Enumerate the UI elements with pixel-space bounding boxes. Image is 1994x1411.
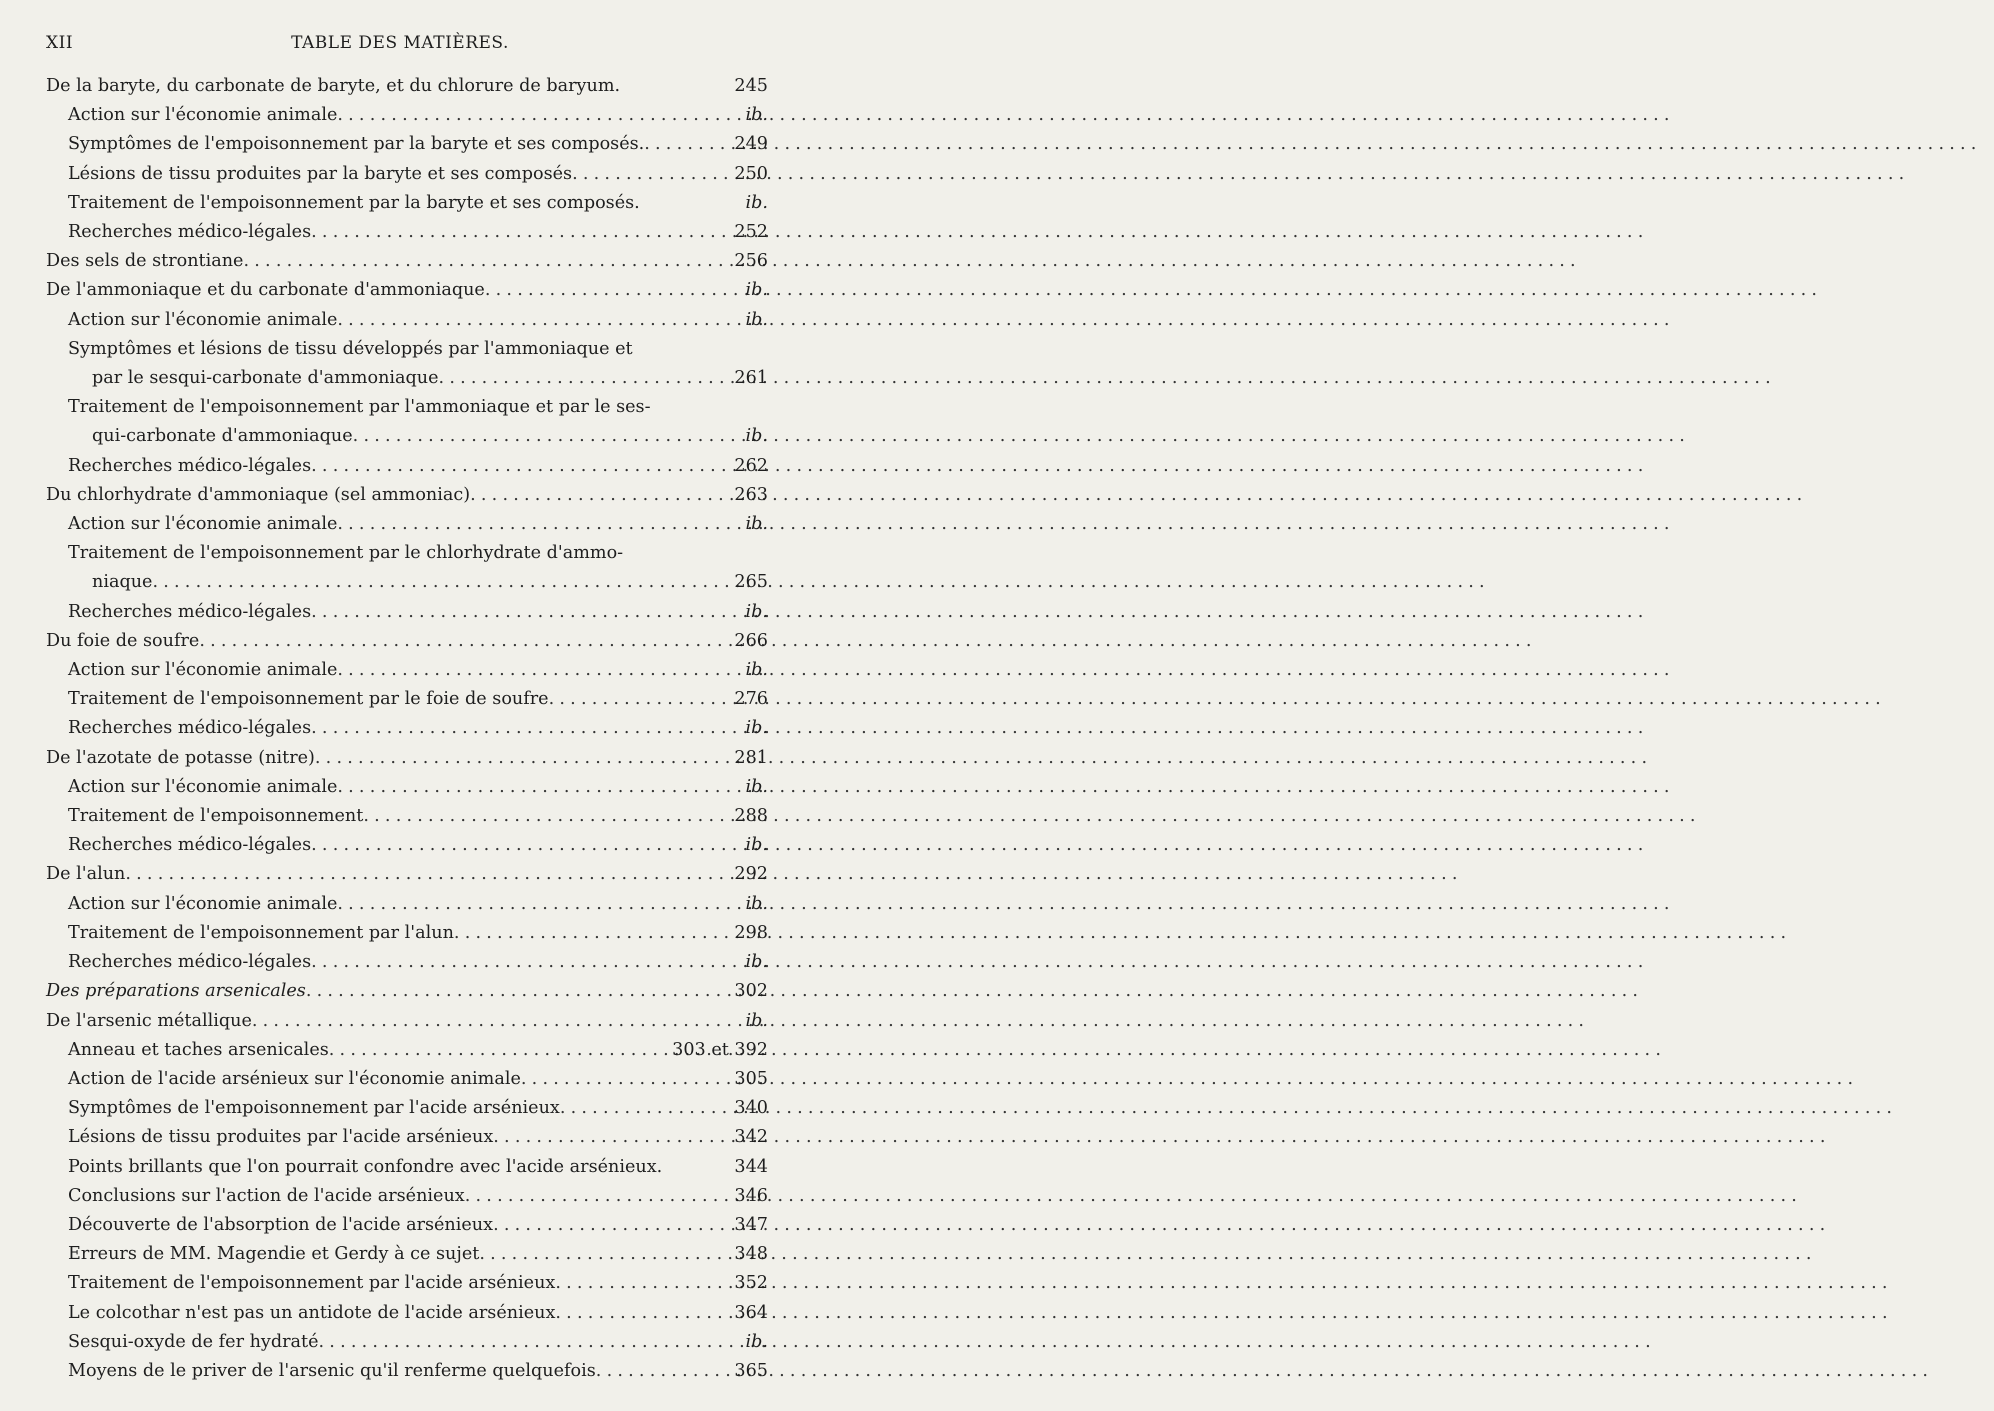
dot-leader xyxy=(479,1240,724,1269)
dot-leader xyxy=(311,598,724,627)
toc-entry xyxy=(46,1357,768,1386)
page-number: XII xyxy=(46,33,74,53)
toc-entry xyxy=(46,598,768,627)
page-header xyxy=(44,33,756,61)
dot-leader xyxy=(337,306,724,335)
dot-leader xyxy=(337,510,724,539)
toc-entry-title: Conclusions sur l'action de l'acide arsénieux xyxy=(68,1185,465,1206)
dot-leader xyxy=(596,1357,724,1386)
toc-entry-page: ib. xyxy=(745,426,768,447)
toc-entry-title: Lésions de tissu produites par la baryte et ses composés xyxy=(68,163,573,184)
toc-entry xyxy=(46,1328,768,1357)
toc-entry xyxy=(46,919,768,948)
toc-entry-page: 276 xyxy=(734,689,768,710)
toc-entry-page: 252 xyxy=(734,222,768,243)
toc-entry-title: Moyens de le priver de l'arsenic qu'il renferme quelquefois xyxy=(68,1360,596,1381)
toc-entry xyxy=(46,1240,768,1269)
dot-leader xyxy=(363,802,724,831)
toc-entry-page: 245 xyxy=(734,76,768,96)
toc-entry xyxy=(46,101,768,130)
toc-entry xyxy=(46,306,768,335)
dot-leader xyxy=(315,744,724,773)
toc-entry-page: 298 xyxy=(734,922,768,943)
toc-entry-title: Action sur l'économie animale xyxy=(68,105,338,126)
dot-leader xyxy=(560,1094,724,1123)
dot-leader xyxy=(329,1036,668,1065)
toc-entry-title: Recherches médico-légales xyxy=(68,718,312,739)
dot-leader xyxy=(252,1007,724,1036)
toc-entry-page: 265 xyxy=(734,572,768,593)
toc-entry xyxy=(46,335,768,393)
dot-leader xyxy=(311,948,724,977)
toc-entry xyxy=(46,627,768,656)
dot-leader xyxy=(311,831,724,860)
toc-entry-first-line: Traitement de l'empoisonnement par l'ammoniaque et par le ses- xyxy=(68,397,651,418)
toc-entry-title: qui-carbonate d'ammoniaque xyxy=(92,426,353,447)
toc-entry-title: Lésions de tissu produites par l'acide arsénieux xyxy=(68,1127,494,1148)
toc-entry-page: 347 xyxy=(734,1214,768,1235)
toc-entry xyxy=(46,539,768,597)
toc-entry-title: Recherches médico-légales xyxy=(68,222,312,243)
dot-leader xyxy=(306,977,724,1006)
dot-leader xyxy=(337,773,724,802)
toc-entry-title: Points brillants que l'on pourrait confondre avec l'acide arsénieux. xyxy=(68,1156,663,1177)
toc-entry-page: ib. xyxy=(745,718,768,739)
dot-leader xyxy=(337,656,724,685)
toc-entry-page: 288 xyxy=(734,806,768,827)
toc-entry-page: ib. xyxy=(745,280,768,301)
dot-leader xyxy=(243,247,724,276)
dot-leader xyxy=(311,452,724,481)
toc-entry xyxy=(46,452,768,481)
toc-entry xyxy=(46,656,768,685)
toc-entry-page: ib. xyxy=(745,893,768,914)
toc-entry xyxy=(46,481,768,510)
toc-entry-title: De l'alun xyxy=(46,864,126,885)
toc-entry-title: Symptômes de l'empoisonnement par la baryte et ses composés. xyxy=(68,134,645,155)
dot-leader xyxy=(493,1123,724,1152)
toc-entry-title: Traitement de l'empoisonnement xyxy=(68,806,364,827)
toc-entry-title: De l'azotate de potasse (nitre) xyxy=(46,747,315,768)
toc-entry-page: 302 xyxy=(734,981,768,1002)
toc-entry xyxy=(46,276,768,305)
dot-leader xyxy=(353,422,724,451)
toc-entry-page: ib. xyxy=(745,601,768,622)
toc-entry-page: ib. xyxy=(745,952,768,973)
toc-entry xyxy=(46,744,768,773)
toc-entry-page: ib. xyxy=(745,835,768,856)
toc-entry-page: 344 xyxy=(734,1156,768,1177)
toc-entry xyxy=(46,72,768,101)
toc-entry-page: 348 xyxy=(734,1244,768,1265)
toc-entry-title: Erreurs de MM. Magendie et Gerdy à ce sujet xyxy=(68,1244,480,1265)
toc-entry-page: 263 xyxy=(734,484,768,505)
toc-entry xyxy=(46,510,768,539)
toc-entry-page: 256 xyxy=(734,251,768,272)
table-of-contents xyxy=(46,72,768,1386)
toc-entry xyxy=(46,393,768,451)
toc-entry xyxy=(46,948,768,977)
toc-entry xyxy=(46,1007,768,1036)
dot-leader xyxy=(644,130,724,159)
toc-entry-page: 305 xyxy=(734,1068,768,1089)
toc-entry-title: Du foie de soufre xyxy=(46,630,200,651)
toc-entry xyxy=(46,802,768,831)
toc-entry xyxy=(46,773,768,802)
running-title: TABLE DES MATIÈRES. xyxy=(291,33,509,53)
dot-leader xyxy=(555,1299,724,1328)
toc-entry-page: 250 xyxy=(734,163,768,184)
dot-leader xyxy=(125,860,724,889)
toc-entry-title: Découverte de l'absorption de l'acide arsénieux xyxy=(68,1214,494,1235)
toc-entry xyxy=(46,1269,768,1298)
toc-entry xyxy=(46,977,768,1006)
toc-entry-title: Action sur l'économie animale xyxy=(68,514,338,535)
dot-leader xyxy=(311,714,724,743)
toc-entry-page: ib. xyxy=(745,660,768,681)
toc-entry-title: Anneau et taches arsenicales xyxy=(68,1039,329,1060)
toc-entry xyxy=(46,130,768,159)
dot-leader xyxy=(439,364,724,393)
toc-entry-title: De l'ammoniaque et du carbonate d'ammoniaque xyxy=(46,280,485,301)
toc-entry-page: ib. xyxy=(745,192,768,213)
dot-leader xyxy=(485,276,724,305)
toc-entry-title: niaque xyxy=(92,572,153,593)
toc-entry-title: Traitement de l'empoisonnement par la baryte et ses composés. xyxy=(68,192,640,213)
toc-entry-title: Le colcothar n'est pas un antidote de l'acide arsénieux xyxy=(68,1302,556,1323)
dot-leader xyxy=(337,890,724,919)
toc-entry xyxy=(46,685,768,714)
toc-entry-title: Action sur l'économie animale xyxy=(68,309,338,330)
toc-entry-page: ib. xyxy=(745,1010,768,1031)
toc-entry xyxy=(46,160,768,189)
toc-entry-page: ib. xyxy=(745,1331,768,1352)
dot-leader xyxy=(465,1182,724,1211)
dot-leader xyxy=(199,627,724,656)
toc-entry-page: 342 xyxy=(734,1127,768,1148)
book-page xyxy=(0,0,800,1411)
toc-entry xyxy=(46,831,768,860)
dot-leader xyxy=(572,160,724,189)
toc-entry xyxy=(46,1065,768,1094)
toc-entry-page: ib. xyxy=(745,776,768,797)
dot-leader xyxy=(319,1328,725,1357)
toc-entry-title: De la baryte, du carbonate de baryte, et du chlorure de baryum. xyxy=(46,76,621,96)
toc-entry-title: Action de l'acide arsénieux sur l'économie animale xyxy=(68,1068,521,1089)
dot-leader xyxy=(454,919,724,948)
toc-entry-title: Recherches médico-légales xyxy=(68,835,312,856)
toc-entry xyxy=(46,1211,768,1240)
toc-entry xyxy=(46,714,768,743)
toc-entry-title: Traitement de l'empoisonnement par le foie de soufre xyxy=(68,689,549,710)
toc-entry-page: 266 xyxy=(734,630,768,651)
toc-entry-page: 303 et 392 xyxy=(672,1039,768,1060)
toc-entry xyxy=(46,1299,768,1328)
toc-entry xyxy=(46,1036,768,1065)
toc-entry-page: ib. xyxy=(745,514,768,535)
toc-entry-page: 364 xyxy=(734,1302,768,1323)
toc-entry xyxy=(46,247,768,276)
toc-entry-page: 292 xyxy=(734,864,768,885)
toc-entry-first-line: Traitement de l'empoisonnement par le chlorhydrate d'ammo- xyxy=(68,543,624,564)
dot-leader xyxy=(311,218,724,247)
toc-entry-page: 249 xyxy=(734,134,768,155)
dot-leader xyxy=(555,1269,724,1298)
toc-entry xyxy=(46,1123,768,1152)
toc-entry-title: Action sur l'économie animale xyxy=(68,893,338,914)
toc-entry xyxy=(46,218,768,247)
toc-entry-page: ib. xyxy=(745,309,768,330)
dot-leader xyxy=(493,1211,724,1240)
toc-entry xyxy=(46,890,768,919)
toc-entry-page: ib. xyxy=(745,105,768,126)
toc-entry-page: 346 xyxy=(734,1185,768,1206)
toc-entry xyxy=(46,1153,768,1182)
toc-entry-page: 281 xyxy=(734,747,768,768)
dot-leader xyxy=(337,101,724,130)
toc-entry-page: 352 xyxy=(734,1273,768,1294)
toc-entry-title: Recherches médico-légales xyxy=(68,601,312,622)
dot-leader xyxy=(470,481,724,510)
toc-entry-title: par le sesqui-carbonate d'ammoniaque xyxy=(92,368,439,389)
toc-entry xyxy=(46,189,768,218)
toc-entry-title: Symptômes de l'empoisonnement par l'acide arsénieux xyxy=(68,1098,560,1119)
toc-entry-title: Des préparations arsenicales xyxy=(46,981,306,1002)
toc-entry-title: Sesqui-oxyde de fer hydraté xyxy=(68,1331,319,1352)
dot-leader xyxy=(549,685,724,714)
toc-entry-page: 340 xyxy=(734,1098,768,1119)
toc-entry xyxy=(46,1182,768,1211)
toc-entry-title: Action sur l'économie animale xyxy=(68,660,338,681)
toc-entry-title: Recherches médico-légales xyxy=(68,952,312,973)
toc-entry-title: De l'arsenic métallique xyxy=(46,1010,252,1031)
dot-leader xyxy=(152,568,724,597)
toc-entry xyxy=(46,1094,768,1123)
toc-entry-first-line: Symptômes et lésions de tissu développés par l'ammoniaque et xyxy=(68,338,633,359)
toc-entry-page: 262 xyxy=(734,455,768,476)
toc-entry-title: Action sur l'économie animale xyxy=(68,776,338,797)
toc-entry-title: Recherches médico-légales xyxy=(68,455,312,476)
toc-entry xyxy=(46,860,768,889)
dot-leader xyxy=(521,1065,724,1094)
toc-entry-page: 365 xyxy=(734,1360,768,1381)
toc-entry-title: Des sels de strontiane xyxy=(46,251,244,272)
toc-entry-title: Du chlorhydrate d'ammoniaque (sel ammoniac) xyxy=(46,484,471,505)
toc-entry-page: 261 xyxy=(734,368,768,389)
toc-entry-title: Traitement de l'empoisonnement par l'alun xyxy=(68,922,454,943)
toc-entry-title: Traitement de l'empoisonnement par l'acide arsénieux xyxy=(68,1273,556,1294)
